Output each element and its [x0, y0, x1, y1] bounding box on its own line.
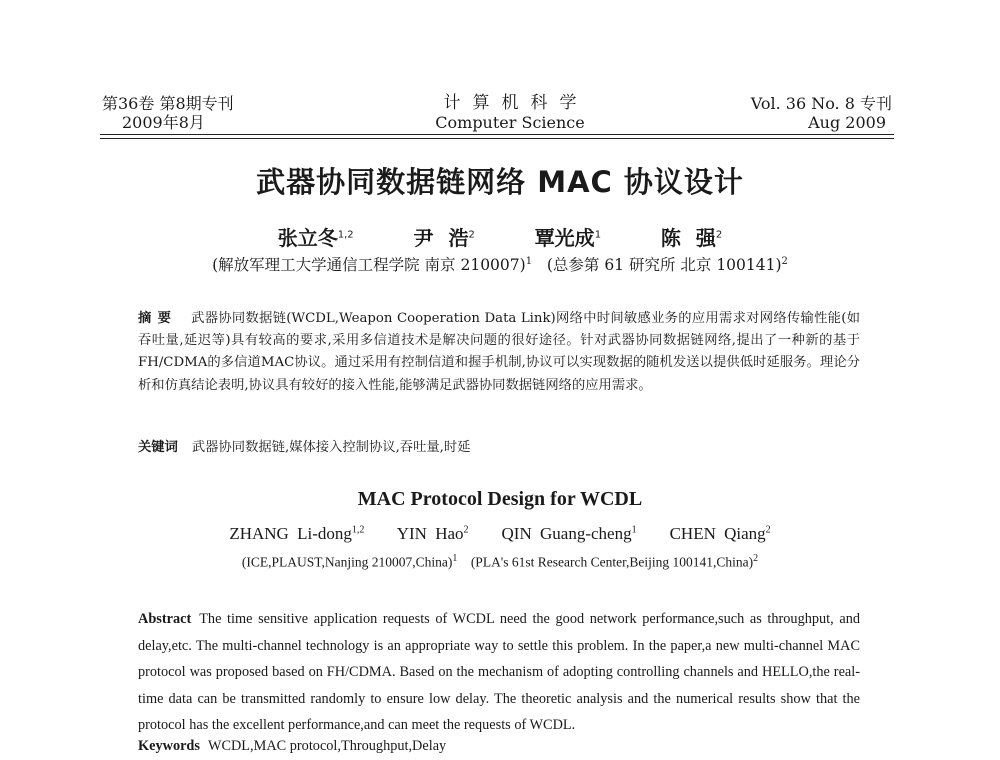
abstract-en [138, 606, 860, 739]
abstract-label-en: Abstract [138, 611, 192, 627]
affiliation-2-sup: 2 [781, 255, 788, 267]
author-sup: 2 [463, 524, 469, 536]
abstract-text-cn: 武器协同数据链(WCDL,Weapon Cooperation Data Link)网络中时间敏感业务的应用需求对网络传输性能(如吞吐量,延迟等)具有较高的要求,采用多信道技术是解决问题的很好途径。针对武器协同数据链网络,提出了一种新的基于FH/CDMA的多信道MAC协议。通过采用有控制信道和握手机制,协议可以实现数据的随机发送以提供低时延服务。理论分析和仿真结论表明,协议具有较好的接入性能,能够满足武器协同数据链网络的应用需求。 [138, 311, 861, 393]
journal-name-cn: 计算机科学 [443, 93, 589, 113]
paper-title-en: MAC Protocol Design for WCDL [357, 488, 643, 510]
affiliation-2-en: (PLA's 61st Research Center,Beijing 100141,China) [470, 554, 754, 570]
author-list-cn [0, 222, 1000, 251]
paper-title-cn: 武器协同数据链网络 MAC 协议设计 [256, 165, 744, 199]
affiliation-1-en: (ICE,PLAUST,Nanjing 210007,China) [241, 554, 453, 570]
affiliation-1-sup: 1 [525, 255, 533, 267]
affiliation-1-cn: (解放军理工大学通信工程学院 南京 210007) [212, 256, 526, 274]
affiliation-en [0, 553, 1000, 571]
header-rule-thin [100, 138, 894, 139]
issue-date: 2009年8月 [122, 113, 205, 132]
volume-issue: 第36卷 第8期专刊 [102, 94, 234, 113]
abstract-label-cn: 摘要 [138, 311, 178, 326]
author-sup: 2 [765, 524, 771, 536]
author-sup: 2 [715, 229, 723, 241]
abstract-cn [138, 308, 860, 397]
author-en: QIN Guang-cheng [501, 524, 632, 543]
issue-date-en: Aug 2009 [808, 113, 886, 132]
author-en: ZHANG Li-dong [229, 524, 352, 543]
author-cn: 尹 浩 [413, 226, 469, 250]
header-rule-thick [100, 134, 894, 135]
author-en: CHEN Qiang [669, 524, 766, 543]
keywords-en [138, 736, 860, 756]
author-sup: 2 [468, 229, 475, 241]
author-sup: 1,2 [337, 229, 354, 241]
author-cn: 张立冬 [277, 226, 338, 250]
keywords-text-en: WCDL,MAC protocol,Throughput,Delay [207, 738, 447, 754]
keywords-cn [138, 438, 860, 458]
affiliation-2-sup: 2 [753, 553, 759, 564]
affiliation-2-cn: (总参第 61 研究所 北京 100141) [546, 256, 782, 274]
journal-volume-info-en [751, 94, 892, 132]
author-en: YIN Hao [396, 524, 464, 543]
author-cn: 陈 强 [660, 226, 716, 250]
author-list-en [0, 524, 1000, 544]
author-cn: 覃光成 [534, 226, 595, 250]
keywords-label-cn: 关键词 [138, 440, 178, 455]
journal-name [430, 94, 590, 132]
journal-volume-info [102, 94, 234, 132]
author-sup: 1,2 [351, 524, 365, 536]
volume-issue-en: Vol. 36 No. 8 专刊 [750, 94, 892, 113]
author-sup: 1 [631, 524, 637, 536]
keywords-text-cn: 武器协同数据链,媒体接入控制协议,吞吐量,时延 [191, 440, 471, 455]
affiliation-cn [0, 253, 1000, 275]
abstract-text-en: The time sensitive application requests of WCDL need the good network performance,such as throughput, and delay,etc. The multi-channel technology is an appropriate way to settle this problem. In the paper,a new multi-channel MAC protocol was proposed based on FH/CDMA. Based on the mechanism of adopting controlling channels and HELLO,the real-time data can be transmitted randomly to ensure low delay. The theoretic analysis and the numerical results show that the protocol has the excellent performance,and can meet the requests of WCDL. [138, 611, 860, 734]
affiliation-1-sup: 1 [452, 553, 458, 564]
author-sup: 1 [594, 229, 602, 241]
keywords-label-en: Keywords [138, 738, 200, 754]
journal-name-en: Computer Science [435, 113, 585, 132]
